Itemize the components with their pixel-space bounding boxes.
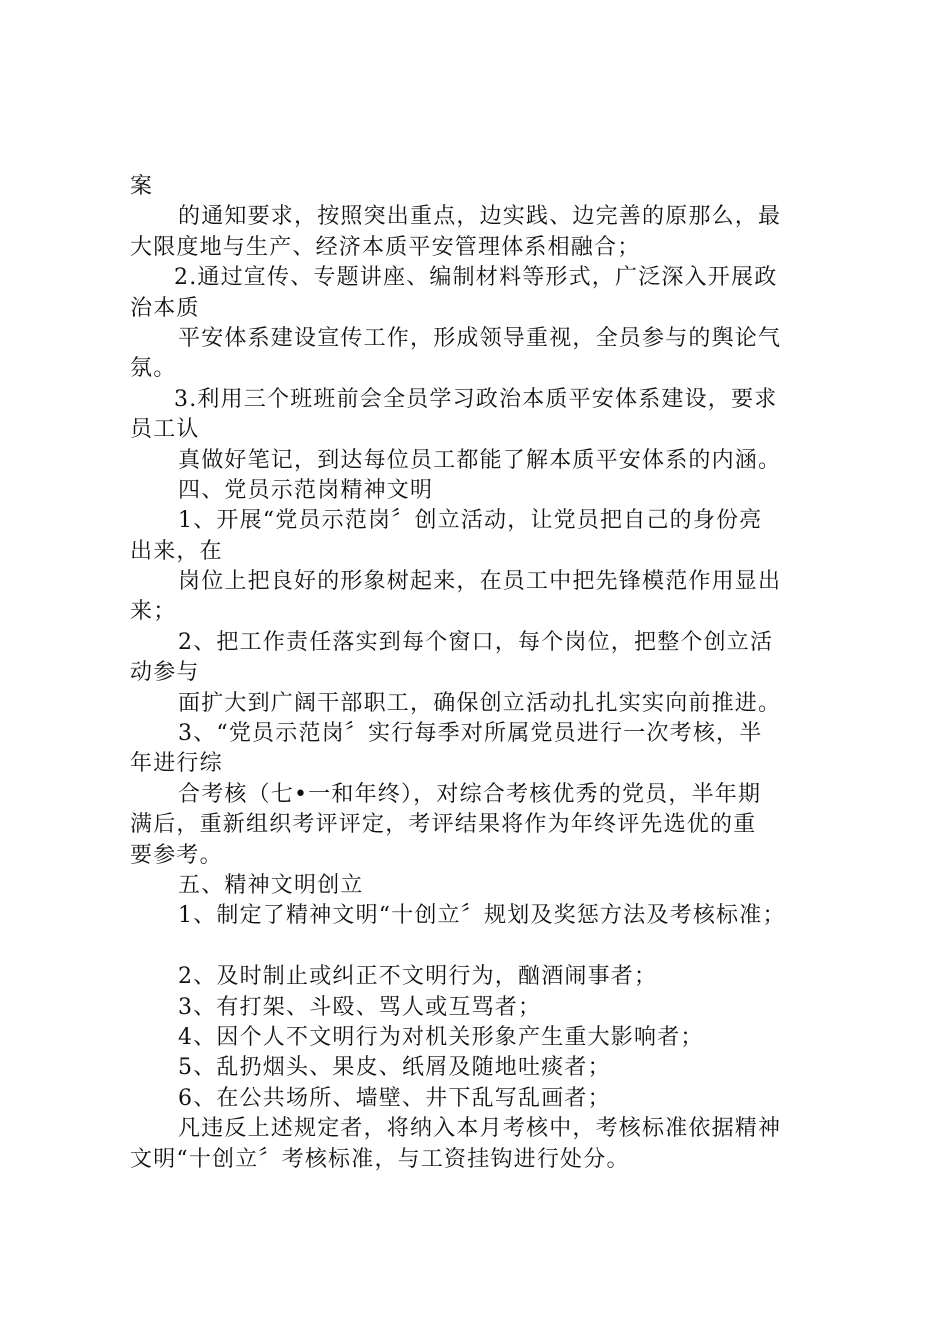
- blank-line: [130, 932, 840, 962]
- text-line: 出来，在: [130, 538, 223, 564]
- text-line: 2、把工作责任落实到每个窗口，每个岗位，把整个创立活: [178, 629, 774, 655]
- text-line: 真做好笔记，到达每位员工都能了解本质平安体系的内涵。: [178, 447, 782, 473]
- text-line: 大限度地与生产、经济本质平安管理体系相融合；: [130, 234, 641, 260]
- text-line: 合考核（七•一和年终），对综合考核优秀的党员，半年期: [178, 781, 762, 807]
- text-line: 3.利用三个班班前会全员学习政治本质平安体系建设，要求: [174, 386, 778, 412]
- text-line: 1、开展“党员示范岗〞创立活动，让党员把自己的身份亮: [178, 508, 763, 534]
- list-item: 5、乱扔烟头、果皮、纸屑及随地吐痰者；: [178, 1055, 611, 1081]
- text-line: 面扩大到广阔干部职工，确保创立活动扎扎实实向前推进。: [178, 690, 782, 716]
- list-item: 6、在公共场所、墙壁、井下乱写乱画者；: [178, 1085, 611, 1111]
- list-item: 4、因个人不文明行为对机关形象产生重大影响者；: [178, 1024, 704, 1050]
- text-line: 动参与: [130, 660, 200, 686]
- text-line: 氛。: [130, 356, 177, 382]
- text-line: 满后，重新组织考评评定，考评结果将作为年终评先选优的重: [130, 812, 757, 838]
- text-line: 1、制定了精神文明“十创立〞规划及奖惩方法及考核标准；: [178, 903, 786, 929]
- text-line: 员工认: [130, 417, 200, 443]
- text-line: 要参考。: [130, 842, 223, 868]
- text-line: 3、“党员示范岗〞实行每季对所属党员进行一次考核，半: [178, 721, 763, 747]
- text-line: 来；: [130, 599, 177, 625]
- list-item: 3、有打架、斗殴、骂人或互骂者；: [178, 994, 542, 1020]
- text-line: 凡违反上述规定者，将纳入本月考核中，考核标准依据精神: [178, 1116, 782, 1142]
- document-body: [130, 172, 840, 1175]
- text-line: 治本质: [130, 295, 200, 321]
- list-item: 2、及时制止或纠正不文明行为，酗酒闹事者；: [178, 964, 658, 990]
- text-line: 案: [130, 174, 154, 199]
- text-line: 岗位上把良好的形象树起来，在员工中把先锋模范作用显出: [178, 569, 782, 595]
- text-line: 2.通过宣传、专题讲座、编制材料等形式，广泛深入开展政: [174, 265, 778, 291]
- text-line: 的通知要求，按照突出重点，边实践、边完善的原那么，最: [178, 204, 782, 230]
- text-line: 平安体系建设宣传工作，形成领导重视，全员参与的舆论气: [178, 325, 782, 351]
- section-heading: 五、精神文明创立: [178, 872, 364, 898]
- text-line: 年进行综: [130, 751, 223, 777]
- text-line: 文明“十创立〞考核标准，与工资挂钩进行处分。: [130, 1146, 630, 1172]
- section-heading: 四、党员示范岗精神文明: [178, 477, 434, 503]
